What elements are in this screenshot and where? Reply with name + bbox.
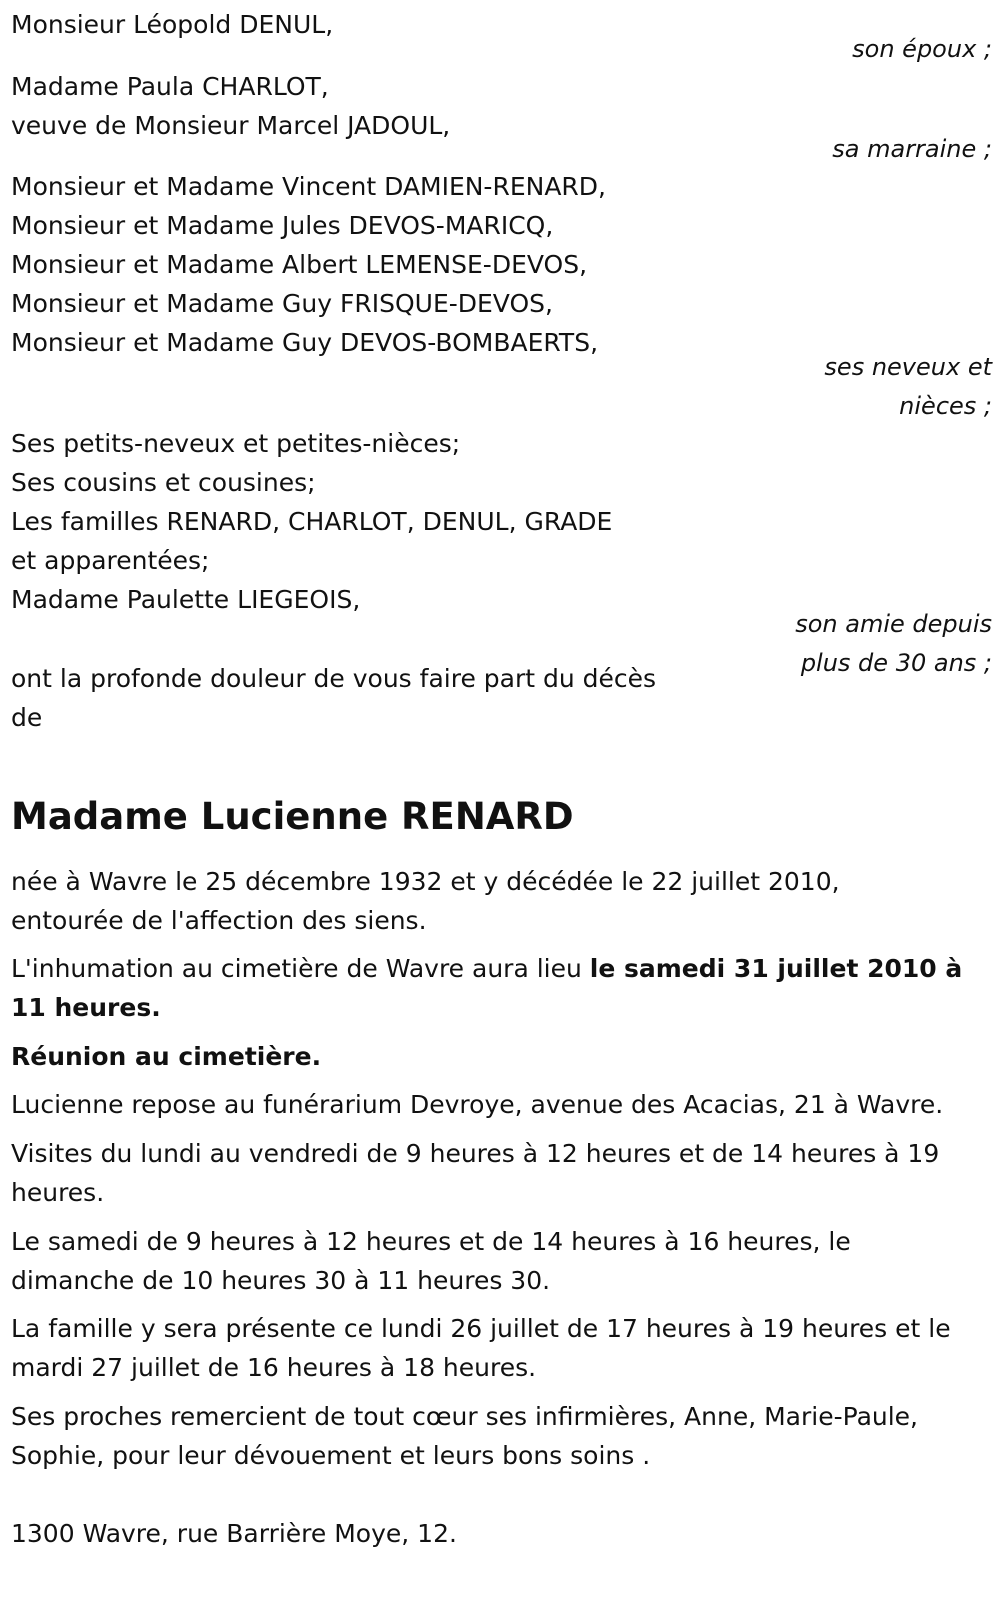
- thanks-line2: Sophie, pour leur dévouement et leurs bons soins .: [11, 1441, 651, 1470]
- visits-weekday-line2: heures.: [11, 1178, 105, 1207]
- family-line-cousins: Ses cousins et cousines;: [11, 468, 316, 497]
- family-line-friend: Madame Paulette LIEGEOIS,: [11, 585, 361, 614]
- family-present-line1: La famille y sera présente ce lundi 26 juillet de 17 heures à 19 heures et le: [11, 1314, 951, 1343]
- burial-line2: 11 heures.: [11, 993, 161, 1022]
- reunion-line: Réunion au cimetière.: [11, 1042, 322, 1071]
- role-spouse: son époux ;: [852, 35, 992, 63]
- announcement-line2: de: [11, 703, 43, 732]
- burial-date: le samedi 31 juillet 2010 à: [589, 954, 963, 983]
- role-friend-line2: plus de 30 ans ;: [800, 649, 992, 677]
- role-godmother: sa marraine ;: [832, 135, 992, 163]
- role-nephews-line2: nièces ;: [899, 392, 992, 420]
- family-line-nephew-4: Monsieur et Madame Guy FRISQUE-DEVOS,: [11, 289, 553, 318]
- family-line-nephew-2: Monsieur et Madame Jules DEVOS-MARICQ,: [11, 211, 554, 240]
- family-line-nephew-1: Monsieur et Madame Vincent DAMIEN-RENARD,: [11, 172, 606, 201]
- family-line-godmother-widow: veuve de Monsieur Marcel JADOUL,: [11, 111, 451, 140]
- visits-weekend-line1: Le samedi de 9 heures à 12 heures et de 14 heures à 16 heures, le: [11, 1227, 851, 1256]
- visits-weekday-line1: Visites du lundi au vendredi de 9 heures à 12 heures et de 14 heures à 19: [11, 1139, 940, 1168]
- affection-line: entourée de l'affection des siens.: [11, 906, 427, 935]
- family-line-godmother: Madame Paula CHARLOT,: [11, 72, 329, 101]
- family-line-spouse: Monsieur Léopold DENUL,: [11, 10, 334, 39]
- family-present-line2: mardi 27 juillet de 16 heures à 18 heures.: [11, 1353, 537, 1382]
- family-line-related: et apparentées;: [11, 546, 210, 575]
- deceased-name: Madame Lucienne RENARD: [11, 795, 574, 838]
- family-line-families: Les familles RENARD, CHARLOT, DENUL, GRADE: [11, 507, 613, 536]
- visits-weekend-line2: dimanche de 10 heures 30 à 11 heures 30.: [11, 1266, 551, 1295]
- family-line-nephew-3: Monsieur et Madame Albert LEMENSE-DEVOS,: [11, 250, 588, 279]
- thanks-line1: Ses proches remercient de tout cœur ses infirmières, Anne, Marie-Paule,: [11, 1402, 919, 1431]
- funerarium-line: Lucienne repose au funérarium Devroye, avenue des Acacias, 21 à Wavre.: [11, 1090, 944, 1119]
- role-friend-line1: son amie depuis: [795, 610, 992, 638]
- family-line-grandnephews: Ses petits-neveux et petites-nièces;: [11, 429, 461, 458]
- address-line: 1300 Wavre, rue Barrière Moye, 12.: [11, 1519, 457, 1548]
- role-nephews-line1: ses neveux et: [824, 353, 992, 381]
- birth-death-line: née à Wavre le 25 décembre 1932 et y décédée le 22 juillet 2010,: [11, 867, 840, 896]
- burial-prefix: L'inhumation au cimetière de Wavre aura lieu: [11, 954, 590, 983]
- family-line-nephew-5: Monsieur et Madame Guy DEVOS-BOMBAERTS,: [11, 328, 599, 357]
- burial-line1: [11, 949, 962, 989]
- announcement-line1: ont la profonde douleur de vous faire part du décès: [11, 664, 657, 693]
